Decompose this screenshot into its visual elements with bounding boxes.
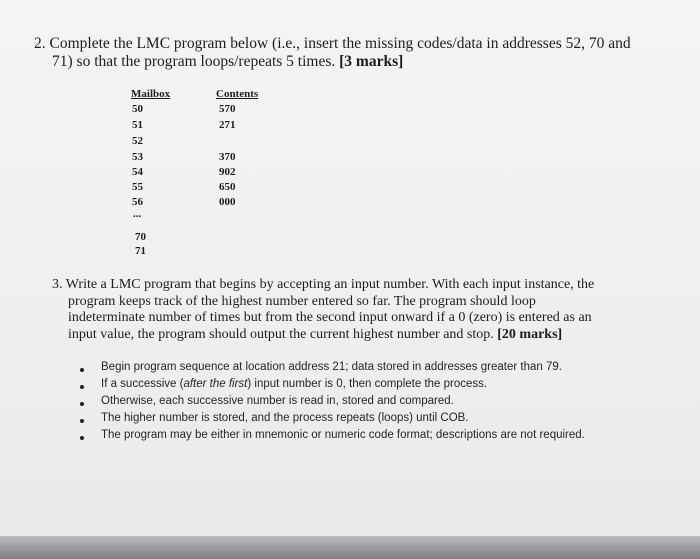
mailbox-header: Mailbox [131,88,171,100]
mailbox-cell: 70 [135,231,146,243]
bullet-text: The program may be either in mnemonic or numeric code format; descriptions are not required. [101,429,585,441]
bullet-text: Begin program sequence at location address 21; data stored in addresses greater than 79. [101,361,562,373]
question-3-text: input value, the program should output the current highest number and stop. [68,327,494,342]
mailbox-cell: 56 [132,196,143,208]
contents-cell: 650 [219,181,236,193]
question-2-marks: [3 marks] [339,53,404,70]
mailbox-cell: 54 [132,166,143,178]
question-2-line-2 [52,53,403,71]
bullet-dot [80,385,84,389]
mailbox-cell: 51 [132,119,143,131]
contents-header: Contents [216,88,259,100]
contents-cell: 902 [219,166,236,178]
contents-cell: 370 [219,151,236,163]
bullet-dot [80,368,84,372]
bullet-text: The higher number is stored, and the process repeats (loops) until COB. [101,412,469,424]
question-3-line-4 [68,327,562,343]
question-3-line-2: program keeps track of the highest number entered so far. The program should loop [68,294,536,309]
mailbox-cell: 53 [132,151,143,163]
question-3-line-1: 3. Write a LMC program that begins by accepting an input number. With each input instance, the [52,277,595,292]
bullet-dot [80,402,84,406]
contents-cell: 570 [219,103,236,115]
screen-bottom-edge [0,536,700,559]
mailbox-cell: 50 [132,103,143,115]
mailbox-cell: 52 [132,135,143,147]
bullet-text [101,378,487,390]
mailbox-cell: 71 [135,245,146,257]
question-3-marks: [20 marks] [497,327,563,342]
question-2-line-1: 2. Complete the LMC program below (i.e., insert the missing codes/data in addresses 52, 70 and [34,35,631,52]
bullet-text-post: ) input number is 0, then complete the process. [247,378,488,390]
bullet-dot [80,419,84,423]
mailbox-cell: 55 [132,181,143,193]
bullet-text-pre: If a successive ( [101,378,184,390]
question-2-text: 71) so that the program loops/repeats 5 times. [52,53,336,70]
bullet-text-italic: after the first [183,378,248,390]
table-ellipsis: ... [133,208,142,220]
contents-cell: 000 [219,196,236,208]
bullet-dot [80,436,84,440]
contents-cell: 271 [219,119,236,131]
question-3-line-3: indeterminate number of times but from the second input onward if a 0 (zero) is entered as an [68,310,592,325]
bullet-text: Otherwise, each successive number is read in, stored and compared. [101,395,454,407]
